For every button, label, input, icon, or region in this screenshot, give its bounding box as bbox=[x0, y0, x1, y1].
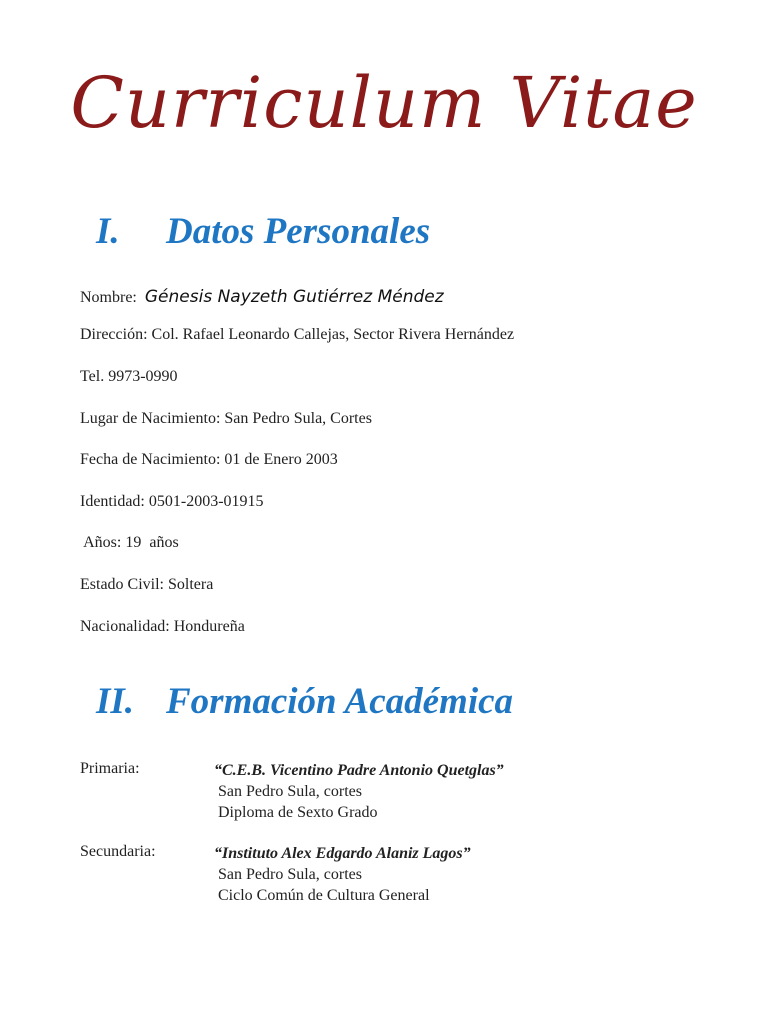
section-number: II. bbox=[96, 681, 135, 722]
section-title: Formación Académica bbox=[166, 681, 514, 722]
education-level-label: Primaria: bbox=[80, 760, 140, 777]
education-details bbox=[214, 760, 504, 823]
birthdate-line: Fecha de Nacimiento: 01 de Enero 2003 bbox=[80, 451, 338, 468]
education-details bbox=[214, 843, 471, 906]
id-line: Identidad: 0501-2003-01915 bbox=[80, 493, 264, 510]
section-number: I. bbox=[96, 211, 120, 252]
address-line: Dirección: Col. Rafael Leonardo Callejas, Sector Rivera Hernández bbox=[80, 326, 515, 343]
name-line bbox=[80, 287, 444, 307]
name-value: Génesis Nayzeth Gutiérrez Méndez bbox=[144, 287, 444, 307]
education-level-label: Secundaria: bbox=[80, 843, 156, 860]
phone-line: Tel. 9973-0990 bbox=[80, 368, 178, 385]
school-name: “C.E.B. Vicentino Padre Antonio Quetglas” bbox=[214, 762, 504, 779]
diploma: Diploma de Sexto Grado bbox=[218, 804, 378, 821]
section-heading-personal bbox=[96, 210, 430, 253]
name-label: Nombre: bbox=[80, 289, 137, 306]
age-line: Años: 19 años bbox=[80, 534, 179, 551]
diploma: Ciclo Común de Cultura General bbox=[218, 887, 430, 904]
section-title: Datos Personales bbox=[166, 211, 431, 252]
school-location: San Pedro Sula, cortes bbox=[218, 866, 362, 883]
birthplace-line: Lugar de Nacimiento: San Pedro Sula, Cortes bbox=[80, 410, 372, 427]
marital-status-line: Estado Civil: Soltera bbox=[80, 576, 214, 593]
school-location: San Pedro Sula, cortes bbox=[218, 783, 362, 800]
document-title: Curriculum Vitae bbox=[70, 62, 698, 144]
school-name: “Instituto Alex Edgardo Alaniz Lagos” bbox=[214, 845, 471, 862]
nationality-line: Nacionalidad: Hondureña bbox=[80, 618, 245, 635]
section-heading-education bbox=[96, 680, 513, 723]
